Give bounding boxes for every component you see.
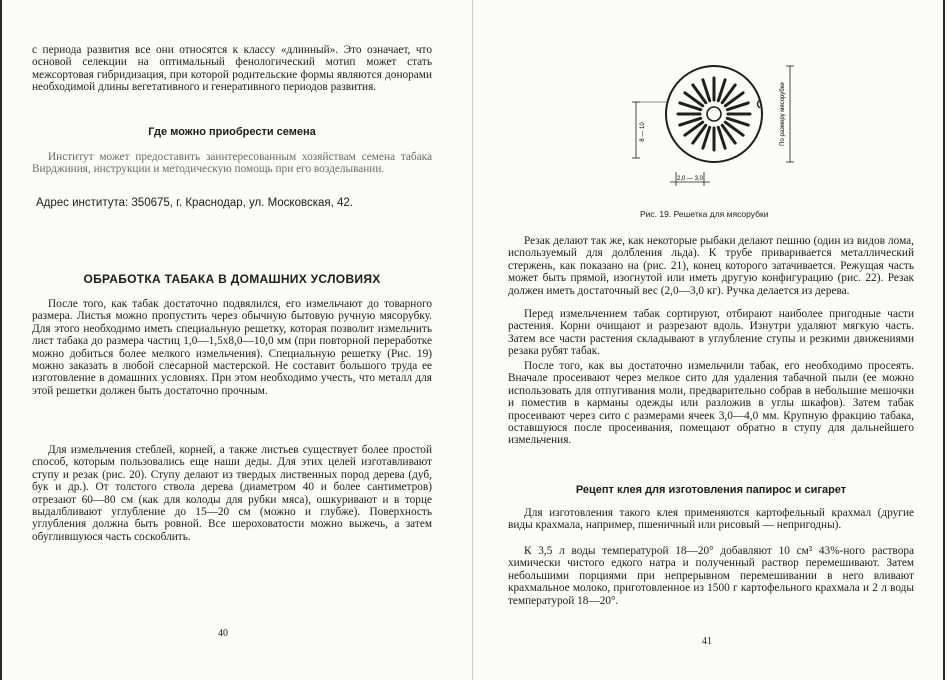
recipe-heading: Рецепт клея для изготовления папирос и сигарет bbox=[575, 484, 847, 496]
grate-slot bbox=[680, 118, 701, 125]
intro-paragraph: с периода развития все они относятся к классу «длинный». Это означает, что основой селекции на оптимальный фенологический мотип может стать межсортовая гибридизация, при которой родительские формы являются донорами необходимой длины вегетативного и генеративного периодов развития. bbox=[32, 44, 432, 94]
figure-caption: Рис. 19. Решетка для мясорубки bbox=[640, 209, 769, 219]
page-number-right: 41 bbox=[702, 636, 712, 647]
grate-slot bbox=[703, 80, 710, 101]
processing-paragraph-1: После того, как табак достаточно подвялился, его измельчают до товарного размера. Листья можно пропустить через обычную бытовую ручную мясорубку. Для этого необходимо иметь специальную решетку, которая позволит измельчить лист табака до размера частиц 1,0—1,5х8,0—10,0 мм (при повторной переработке можно добиться более мелкого измельчения). Специальную решетку (Рис. 19) можно заказать в любой слесарной мастерской. Не составит большого труда ее изготовление в домашних условиях. При этом необходимо учесть, что металл для этой решетки должен быть достаточно прочным. bbox=[32, 298, 432, 397]
grate-slot bbox=[718, 127, 725, 148]
institute-address: Адрес института: 350675, г. Краснодар, ул. Московская, 42. bbox=[36, 197, 353, 209]
sorting-paragraph: Перед измельчением табак сортируют, отбирают наиболее пригодные части растения. Корни очищают и разрезают вдоль. Изнутри удаляют мягкую часть. Затем все части растения складывают в углубление ступы и резкими движениями резака рубят табак. bbox=[508, 308, 914, 358]
grate-slot bbox=[718, 80, 725, 101]
recipe-paragraph-1: Для изготовления такого клея применяются картофельный крахмал (другие виды крахмала, например, пшеничный или рисовый — непригодны). bbox=[508, 507, 914, 532]
dimension-bottom-label: 2,0 — 3,0 bbox=[676, 176, 704, 182]
recipe-paragraph-2: К 3,5 л воды температурой 18—20° добавляют 10 см³ 43%-ного раствора химически чистого едкого натра и полученный раствор перемешивают. Затем небольшими порциями при непрерывном перемешивании в него вливают крахмальное молоко, приготовленное из 1500 г картофельного крахмала и 2 л воды температурой 18—20°. bbox=[508, 545, 914, 607]
right-page bbox=[474, 0, 940, 680]
left-page bbox=[6, 0, 472, 680]
grate-figure bbox=[624, 62, 804, 198]
page-edge-left bbox=[0, 0, 2, 680]
dimension-left-label: 8 — 10 bbox=[640, 122, 646, 142]
grate-slot bbox=[680, 103, 701, 110]
seeds-paragraph: Институт может предоставить заинтересованным хозяйствам семена табака Вирджиния, инструкции и методическую помощь при его возделывании. bbox=[32, 151, 432, 176]
seeds-heading: Где можно приобрести семена bbox=[148, 126, 316, 138]
dimension-right-label: По размеру мясорубки bbox=[780, 82, 786, 146]
page-number-left: 40 bbox=[218, 628, 228, 639]
main-heading: ОБРАБОТКА ТАБАКА В ДОМАШНИХ УСЛОВИЯХ bbox=[83, 272, 381, 286]
sifting-paragraph: После того, как вы достаточно измельчили табак, его необходимо просеять. Вначале просеивают через мелкое сито для удаления табачной пыли (ее можно использовать для отпугивания моли, предварительно собрав в небольшие мешочки и поместив в карманы одежды или разложив в углы шкафов). Затем табак просеивают через сито с размерами ячеек 3,0—4,0 мм. Крупную фракцию табака, оставшуюся после просеивания, помещают обратно в ступу для дальнейшего измельчения. bbox=[508, 360, 914, 447]
gutter-line bbox=[472, 0, 473, 680]
grate-slot bbox=[703, 127, 710, 148]
cutter-paragraph: Резак делают так же, как некоторые рыбаки делают пешню (один из видов лома, используемый для долбления льда). К трубе приваривается металлический стержень, как показано на (рис. 21), конец которого затачивается. Режущая часть может быть прямой, изогнутой или иметь другую конфигурацию (рис. 22). Резак должен иметь достаточный вес (2,0—3,0 кг). Ручка делается из дерева. bbox=[508, 235, 914, 297]
page-edge-right bbox=[943, 0, 945, 680]
processing-paragraph-2: Для измельчения стеблей, корней, а также листьев существует более простой способ, которым пользовались еще наши деды. Для этих целей изготавливают ступу и резак (рис. 20). Ступу делают из твердых лиственных пород дерева (дуб, бук и др.). От толстого ствола дерева (диаметром 40 и более сантиметров) отрезают 60—80 см (как для колоды для рубки мяса), ошкуривают и в торце выдалбливают углубление до 15—20 см (можно и глубже). Поверхность углубления должна быть ровной. Все шероховатости можно выжечь, а затем обуглившуюся часть соскоблить. bbox=[32, 444, 432, 543]
grate-slot bbox=[727, 118, 748, 125]
grate-slot bbox=[727, 103, 748, 110]
